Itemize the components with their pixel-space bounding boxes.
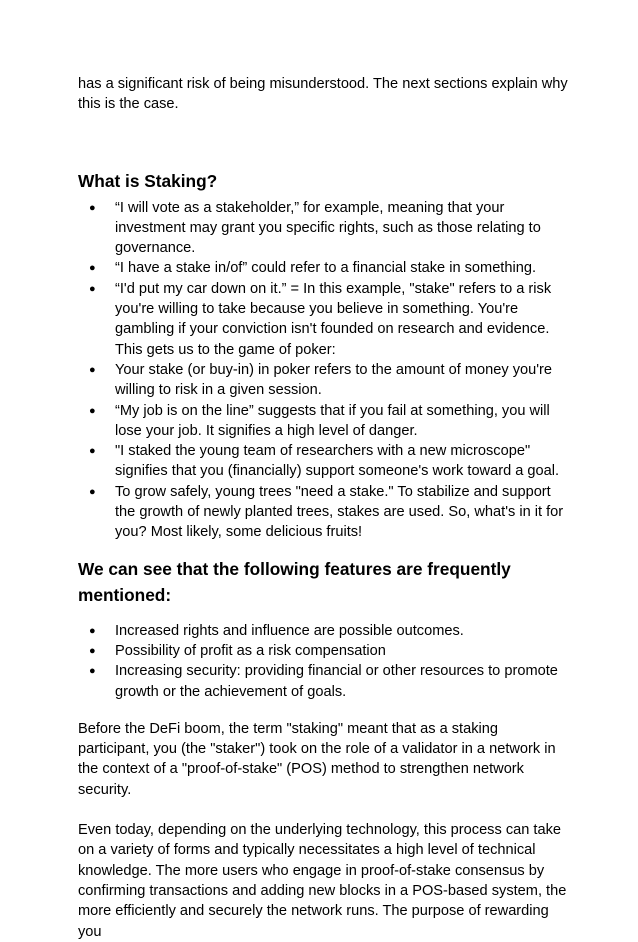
features-list xyxy=(78,621,568,702)
bullet-icon: ● xyxy=(89,624,96,637)
list-item-text: To grow safely, young trees "need a stake." To stabilize and support the growth of newly planted trees, stakes are used. So, what's in it for you? Most likely, some delicious fruits! xyxy=(115,483,564,541)
list-item xyxy=(78,621,568,641)
body-paragraph-consensus: Even today, depending on the underlying technology, this process can take on a variety of forms and typically necessitates a high level of technical knowledge. The more users who engage in proof-of-stake consensus by confirming transactions and adding new blocks in a POS-based system, the more efficiently and securely the network runs. The purpose of rewarding you xyxy=(78,822,567,940)
features-heading: We can see that the following features are frequently mentioned: xyxy=(78,558,511,605)
bullet-icon: ● xyxy=(89,644,96,657)
body-paragraph-defi: Before the DeFi boom, the term "staking" meant that as a staking participant, you (the "staker") took on the role of a validator in a network in the context of a "proof-of-stake" (POS) method to strengthen network security. xyxy=(78,720,556,798)
bullet-icon: ● xyxy=(89,282,96,295)
bullet-icon: ● xyxy=(89,201,96,214)
list-item-text: “I'd put my car down on it.” = In this example, "stake" refers to a risk you're willing to take because you believe in something. You're gambling if your conviction isn't founded on research and evidence. This gets us to the game of poker: xyxy=(115,280,552,358)
bullet-icon: ● xyxy=(89,404,96,417)
list-item xyxy=(78,482,568,543)
list-item-text: "I staked the young team of researchers with a new microscope" signifies that you (financially) support someone's work toward a goal. xyxy=(115,443,560,480)
list-item xyxy=(78,279,568,360)
list-item xyxy=(78,441,568,482)
list-item-text: Your stake (or buy-in) in poker refers to the amount of money you're willing to risk in a given session. xyxy=(115,361,553,399)
bullet-icon: ● xyxy=(89,363,96,376)
list-item-text: “I will vote as a stakeholder,” for example, meaning that your investment may grant you specific rights, such as those relating to governance. xyxy=(115,199,541,257)
list-item xyxy=(78,360,568,401)
list-item xyxy=(78,198,568,259)
staking-list xyxy=(78,198,568,543)
bullet-icon: ● xyxy=(89,665,96,678)
list-item xyxy=(78,641,568,661)
list-item-text: Possibility of profit as a risk compensation xyxy=(115,642,386,659)
list-item-text: Increasing security: providing financial or other resources to promote growth or the achievement of goals. xyxy=(115,663,558,700)
intro-paragraph: has a significant risk of being misunderstood. The next sections explain why this is the case. xyxy=(78,76,568,113)
document-page xyxy=(78,74,568,942)
list-item xyxy=(78,401,568,442)
list-item-text: “My job is on the line” suggests that if you fail at something, you will lose your job. It signifies a high level of danger. xyxy=(115,402,550,439)
staking-heading: What is Staking? xyxy=(78,170,218,191)
bullet-icon: ● xyxy=(89,445,96,458)
bullet-icon: ● xyxy=(89,485,96,498)
bullet-icon: ● xyxy=(89,262,96,275)
list-item xyxy=(78,258,568,278)
list-item xyxy=(78,661,568,702)
list-item-text: “I have a stake in/of” could refer to a financial stake in something. xyxy=(115,260,537,277)
list-item-text: Increased rights and influence are possible outcomes. xyxy=(115,622,464,639)
